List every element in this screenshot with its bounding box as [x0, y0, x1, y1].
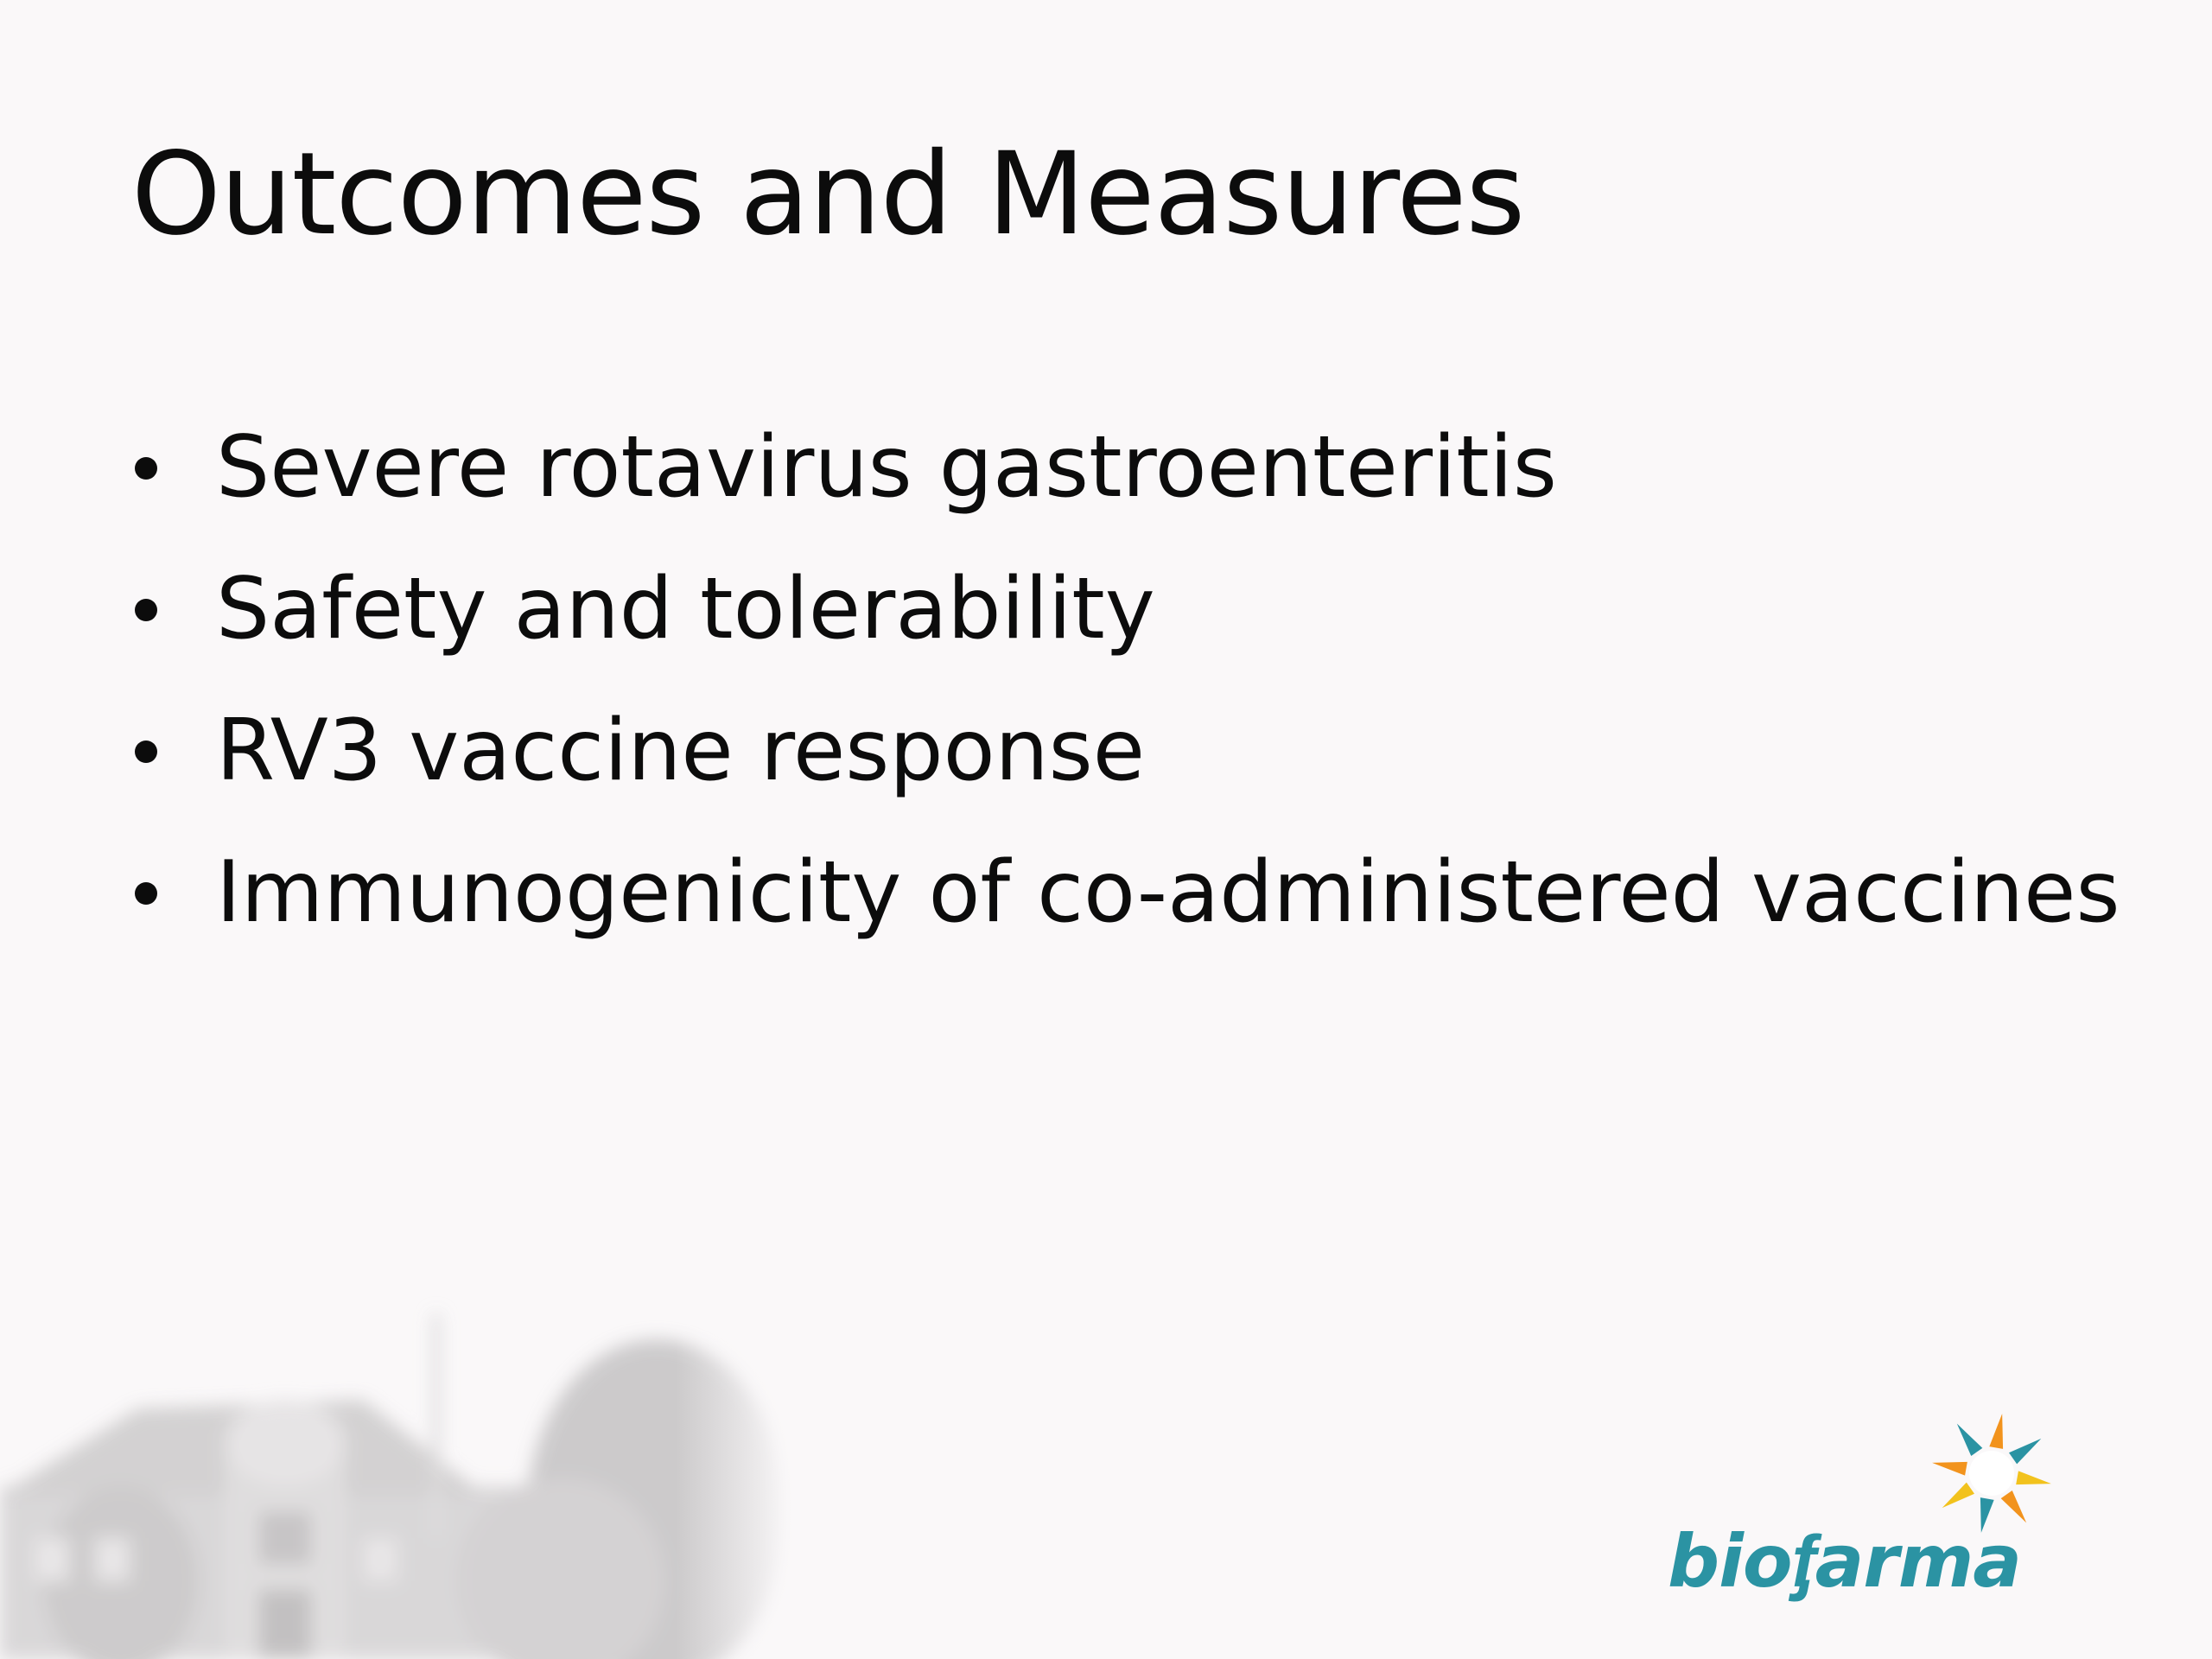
bullet-text: Safety and tolerability: [216, 560, 1155, 659]
bullet-icon: [135, 457, 157, 480]
bullet-text: Immunogenicity of co-administered vaccines: [216, 843, 2120, 943]
bullet-item: [130, 397, 2120, 539]
bullet-item: [130, 823, 2120, 964]
bullet-icon: [135, 599, 157, 621]
building-background-image: [0, 1296, 795, 1659]
biofarma-logo: [1668, 1408, 2065, 1616]
bullet-text: Severe rotavirus gastroenteritis: [216, 418, 1557, 518]
slide-title: Outcomes and Measures: [131, 128, 1525, 261]
bullet-text: RV3 vaccine response: [216, 702, 1145, 801]
bullet-list: [130, 397, 2120, 964]
bullet-item: [130, 681, 2120, 823]
bullet-icon: [135, 882, 157, 905]
bullet-icon: [135, 741, 157, 763]
logo-wordmark: bioᶂarma: [1668, 1519, 2021, 1604]
bullet-item: [130, 539, 2120, 681]
